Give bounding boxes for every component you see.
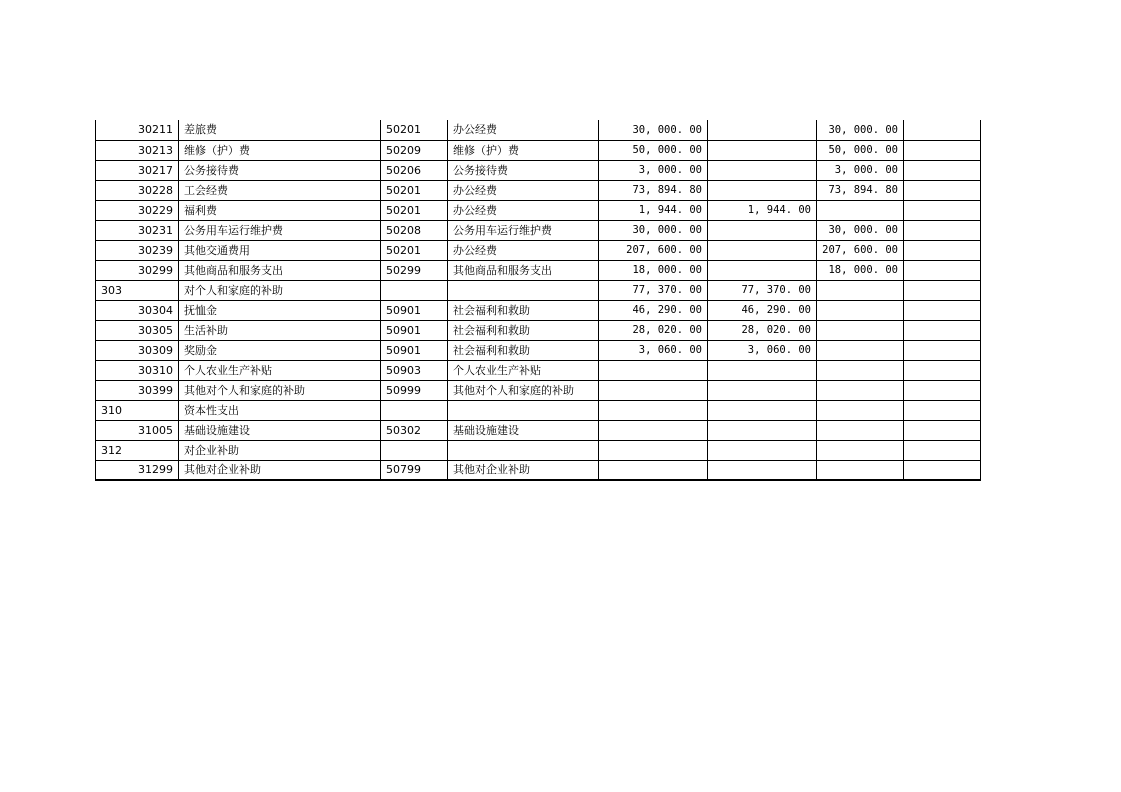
basic-amount-cell: 77, 370. 00 — [708, 280, 817, 300]
basic-amount-cell — [708, 460, 817, 480]
table-row — [96, 400, 981, 420]
econ-code-cell: 30211 — [96, 120, 179, 140]
table-row — [96, 240, 981, 260]
basic-amount-cell — [708, 220, 817, 240]
basic-amount-cell — [708, 440, 817, 460]
econ-code-cell: 303 — [96, 280, 179, 300]
total-amount-cell: 50, 000. 00 — [599, 140, 708, 160]
total-amount-cell — [599, 460, 708, 480]
econ-code-cell: 30310 — [96, 360, 179, 380]
gov-name-cell — [448, 280, 599, 300]
total-amount-cell — [599, 380, 708, 400]
project-amount-cell — [817, 320, 904, 340]
table-row — [96, 220, 981, 240]
table-row — [96, 200, 981, 220]
basic-amount-cell — [708, 180, 817, 200]
table-row — [96, 180, 981, 200]
basic-amount-cell — [708, 260, 817, 280]
econ-code-cell: 30228 — [96, 180, 179, 200]
table-row — [96, 280, 981, 300]
econ-code-cell: 310 — [96, 400, 179, 420]
total-amount-cell: 1, 944. 00 — [599, 200, 708, 220]
table-row — [96, 380, 981, 400]
other-amount-cell — [904, 200, 981, 220]
gov-name-cell: 个人农业生产补贴 — [448, 360, 599, 380]
basic-amount-cell — [708, 120, 817, 140]
gov-name-cell: 社会福利和救助 — [448, 300, 599, 320]
gov-name-cell: 维修（护）费 — [448, 140, 599, 160]
project-amount-cell — [817, 380, 904, 400]
total-amount-cell: 28, 020. 00 — [599, 320, 708, 340]
gov-name-cell: 办公经费 — [448, 240, 599, 260]
econ-code-cell: 30304 — [96, 300, 179, 320]
gov-code-cell: 50901 — [381, 320, 448, 340]
other-amount-cell — [904, 420, 981, 440]
econ-code-cell: 30239 — [96, 240, 179, 260]
gov-code-cell — [381, 400, 448, 420]
project-amount-cell — [817, 340, 904, 360]
gov-code-cell: 50206 — [381, 160, 448, 180]
econ-name-cell: 个人农业生产补贴 — [179, 360, 381, 380]
table-row — [96, 320, 981, 340]
econ-code-cell: 31299 — [96, 460, 179, 480]
other-amount-cell — [904, 140, 981, 160]
econ-name-cell: 对企业补助 — [179, 440, 381, 460]
table-row — [96, 300, 981, 320]
econ-code-cell: 312 — [96, 440, 179, 460]
econ-name-cell: 资本性支出 — [179, 400, 381, 420]
econ-name-cell: 工会经费 — [179, 180, 381, 200]
total-amount-cell: 77, 370. 00 — [599, 280, 708, 300]
econ-code-cell: 30299 — [96, 260, 179, 280]
table-row — [96, 160, 981, 180]
gov-code-cell: 50901 — [381, 300, 448, 320]
econ-code-cell: 31005 — [96, 420, 179, 440]
total-amount-cell: 207, 600. 00 — [599, 240, 708, 260]
other-amount-cell — [904, 320, 981, 340]
other-amount-cell — [904, 300, 981, 320]
total-amount-cell — [599, 360, 708, 380]
econ-name-cell: 差旅费 — [179, 120, 381, 140]
other-amount-cell — [904, 340, 981, 360]
econ-code-cell: 30231 — [96, 220, 179, 240]
basic-amount-cell: 46, 290. 00 — [708, 300, 817, 320]
other-amount-cell — [904, 280, 981, 300]
gov-name-cell: 其他商品和服务支出 — [448, 260, 599, 280]
gov-code-cell: 50999 — [381, 380, 448, 400]
project-amount-cell — [817, 360, 904, 380]
basic-amount-cell — [708, 140, 817, 160]
project-amount-cell: 30, 000. 00 — [817, 120, 904, 140]
econ-name-cell: 其他对企业补助 — [179, 460, 381, 480]
basic-amount-cell — [708, 360, 817, 380]
gov-code-cell — [381, 440, 448, 460]
gov-name-cell: 社会福利和救助 — [448, 320, 599, 340]
econ-code-cell: 30229 — [96, 200, 179, 220]
econ-name-cell: 其他对个人和家庭的补助 — [179, 380, 381, 400]
other-amount-cell — [904, 400, 981, 420]
econ-name-cell: 奖励金 — [179, 340, 381, 360]
gov-name-cell: 办公经费 — [448, 180, 599, 200]
total-amount-cell: 30, 000. 00 — [599, 120, 708, 140]
gov-name-cell: 社会福利和救助 — [448, 340, 599, 360]
other-amount-cell — [904, 360, 981, 380]
gov-name-cell: 公务用车运行维护费 — [448, 220, 599, 240]
econ-name-cell: 其他交通费用 — [179, 240, 381, 260]
gov-name-cell: 公务接待费 — [448, 160, 599, 180]
gov-code-cell: 50209 — [381, 140, 448, 160]
other-amount-cell — [904, 460, 981, 480]
econ-code-cell: 30213 — [96, 140, 179, 160]
basic-amount-cell — [708, 160, 817, 180]
project-amount-cell — [817, 300, 904, 320]
econ-code-cell: 30309 — [96, 340, 179, 360]
econ-name-cell: 维修（护）费 — [179, 140, 381, 160]
total-amount-cell: 18, 000. 00 — [599, 260, 708, 280]
basic-amount-cell — [708, 400, 817, 420]
project-amount-cell: 18, 000. 00 — [817, 260, 904, 280]
project-amount-cell — [817, 460, 904, 480]
other-amount-cell — [904, 160, 981, 180]
econ-name-cell: 生活补助 — [179, 320, 381, 340]
basic-amount-cell: 3, 060. 00 — [708, 340, 817, 360]
project-amount-cell: 30, 000. 00 — [817, 220, 904, 240]
project-amount-cell — [817, 400, 904, 420]
project-amount-cell: 73, 894. 80 — [817, 180, 904, 200]
budget-table-body — [96, 120, 981, 480]
gov-code-cell: 50201 — [381, 120, 448, 140]
total-amount-cell — [599, 440, 708, 460]
total-amount-cell — [599, 420, 708, 440]
total-amount-cell — [599, 400, 708, 420]
table-row — [96, 460, 981, 480]
econ-name-cell: 基础设施建设 — [179, 420, 381, 440]
econ-name-cell: 对个人和家庭的补助 — [179, 280, 381, 300]
table-row — [96, 120, 981, 140]
econ-name-cell: 抚恤金 — [179, 300, 381, 320]
project-amount-cell — [817, 440, 904, 460]
gov-code-cell — [381, 280, 448, 300]
econ-name-cell: 其他商品和服务支出 — [179, 260, 381, 280]
other-amount-cell — [904, 120, 981, 140]
gov-name-cell — [448, 400, 599, 420]
table-row — [96, 360, 981, 380]
gov-name-cell: 其他对个人和家庭的补助 — [448, 380, 599, 400]
table-row — [96, 260, 981, 280]
gov-code-cell: 50799 — [381, 460, 448, 480]
project-amount-cell: 207, 600. 00 — [817, 240, 904, 260]
other-amount-cell — [904, 440, 981, 460]
total-amount-cell: 3, 060. 00 — [599, 340, 708, 360]
gov-code-cell: 50901 — [381, 340, 448, 360]
table-row — [96, 140, 981, 160]
gov-name-cell: 办公经费 — [448, 200, 599, 220]
budget-table — [95, 120, 981, 481]
gov-code-cell: 50201 — [381, 200, 448, 220]
basic-amount-cell — [708, 240, 817, 260]
gov-code-cell: 50302 — [381, 420, 448, 440]
project-amount-cell — [817, 420, 904, 440]
total-amount-cell: 30, 000. 00 — [599, 220, 708, 240]
table-row — [96, 420, 981, 440]
basic-amount-cell — [708, 420, 817, 440]
total-amount-cell: 3, 000. 00 — [599, 160, 708, 180]
gov-code-cell: 50208 — [381, 220, 448, 240]
project-amount-cell — [817, 200, 904, 220]
gov-name-cell: 基础设施建设 — [448, 420, 599, 440]
basic-amount-cell: 1, 944. 00 — [708, 200, 817, 220]
other-amount-cell — [904, 380, 981, 400]
project-amount-cell: 50, 000. 00 — [817, 140, 904, 160]
total-amount-cell: 46, 290. 00 — [599, 300, 708, 320]
econ-name-cell: 福利费 — [179, 200, 381, 220]
econ-name-cell: 公务接待费 — [179, 160, 381, 180]
gov-name-cell: 办公经费 — [448, 120, 599, 140]
other-amount-cell — [904, 260, 981, 280]
project-amount-cell — [817, 280, 904, 300]
gov-name-cell: 其他对企业补助 — [448, 460, 599, 480]
table-row — [96, 440, 981, 460]
gov-code-cell: 50201 — [381, 180, 448, 200]
table-row — [96, 340, 981, 360]
gov-code-cell: 50299 — [381, 260, 448, 280]
basic-amount-cell: 28, 020. 00 — [708, 320, 817, 340]
econ-code-cell: 30399 — [96, 380, 179, 400]
project-amount-cell: 3, 000. 00 — [817, 160, 904, 180]
gov-code-cell: 50903 — [381, 360, 448, 380]
econ-code-cell: 30217 — [96, 160, 179, 180]
econ-code-cell: 30305 — [96, 320, 179, 340]
gov-name-cell — [448, 440, 599, 460]
other-amount-cell — [904, 180, 981, 200]
gov-code-cell: 50201 — [381, 240, 448, 260]
basic-amount-cell — [708, 380, 817, 400]
other-amount-cell — [904, 240, 981, 260]
other-amount-cell — [904, 220, 981, 240]
econ-name-cell: 公务用车运行维护费 — [179, 220, 381, 240]
total-amount-cell: 73, 894. 80 — [599, 180, 708, 200]
